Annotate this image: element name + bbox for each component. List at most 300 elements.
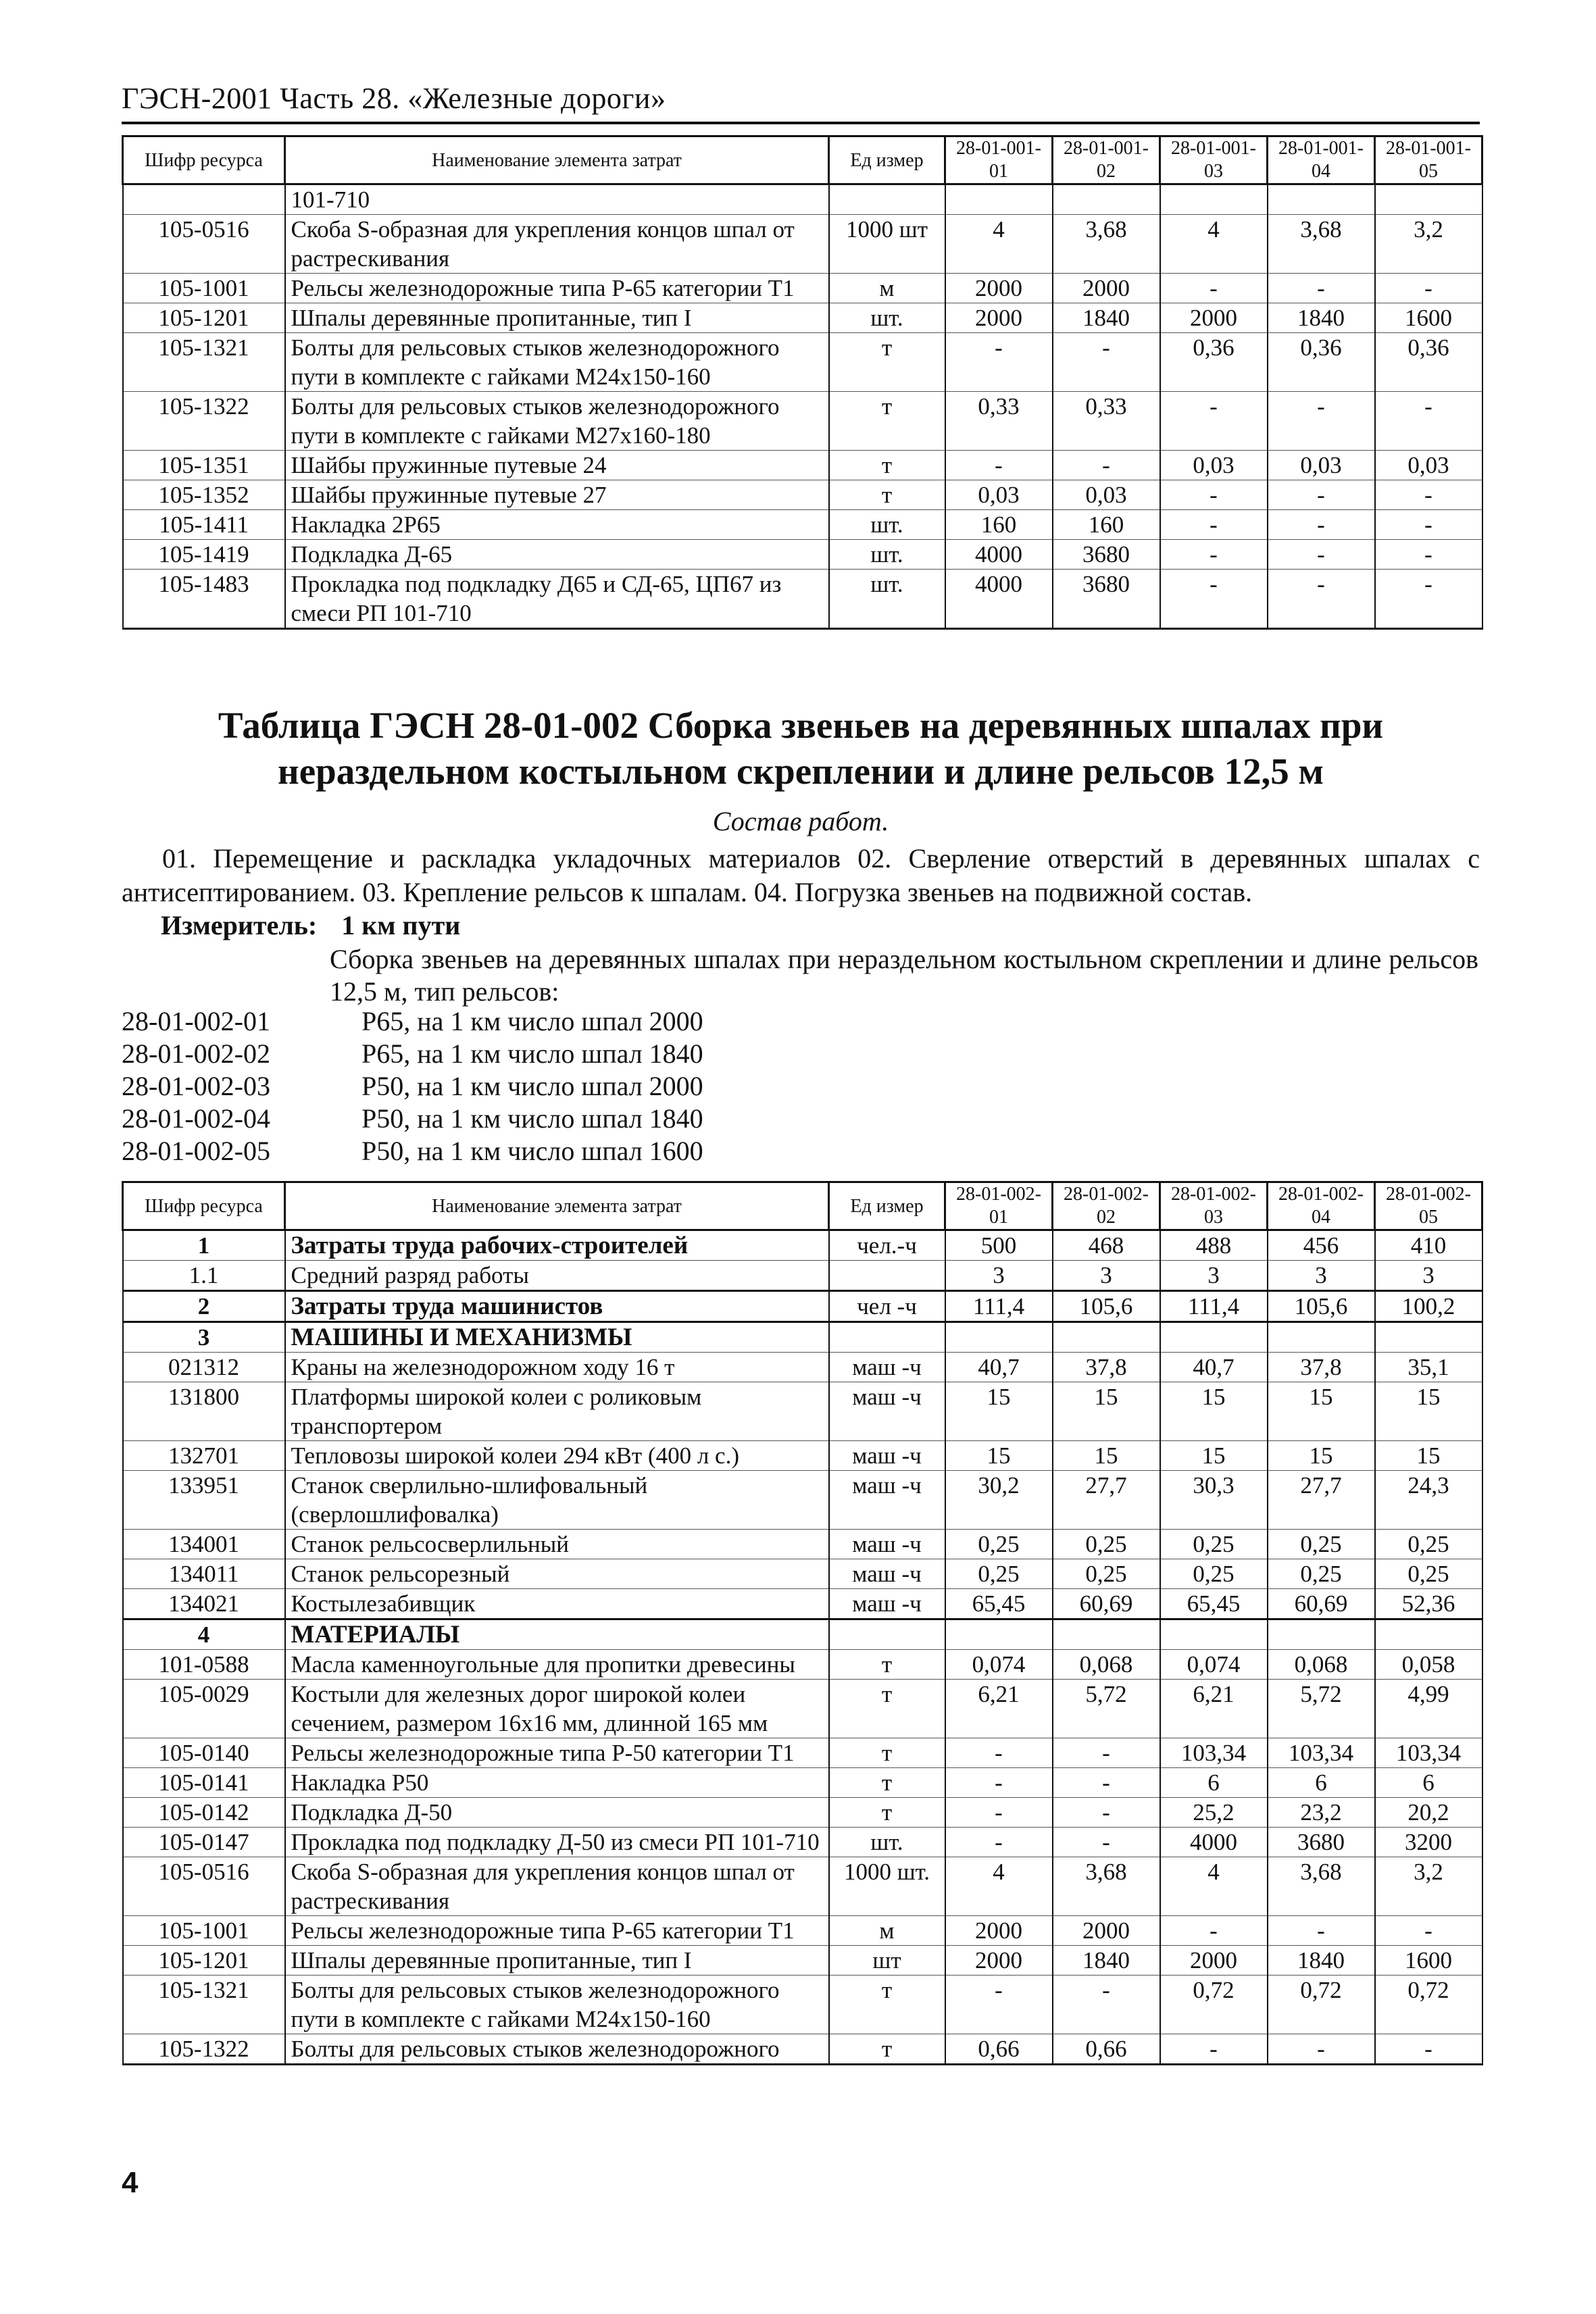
cell-code: 105-0029 [123,1680,285,1738]
table-row [123,510,1482,540]
cell-value: 0,25 [945,1559,1053,1589]
cell-code: 105-1321 [123,333,285,392]
cell-unit: т [829,1976,945,2034]
col-norm-code: 28-01-001-01 [945,136,1053,184]
cell-code: 105-1322 [123,392,285,451]
cell-value: 15 [945,1382,1053,1441]
cell-value: - [1053,333,1160,392]
cell-value [945,1619,1053,1650]
table-row [123,1471,1482,1530]
cell-value: 2000 [945,303,1053,333]
cell-unit: м [829,274,945,303]
cell-name: Станок сверлильно-шлифовальный (сверлошлифовалка) [285,1471,829,1530]
table-row [123,1619,1482,1650]
cell-unit: маш -ч [829,1441,945,1471]
cell-code: 105-1201 [123,303,285,333]
cell-code: 105-0140 [123,1738,285,1768]
cell-value: - [1160,510,1268,540]
table-row [123,1798,1482,1828]
cell-value [1268,184,1375,215]
cell-value: 15 [945,1441,1053,1471]
table-row [123,1322,1482,1353]
table-row [123,451,1482,480]
cell-name: Масла каменноугольные для пропитки древесины [285,1650,829,1680]
cell-value: 3680 [1053,570,1160,629]
cell-name: Рельсы железнодорожные типа Р-65 категории Т1 [285,1916,829,1946]
cell-code: 134021 [123,1589,285,1619]
cell-value: 456 [1268,1230,1375,1261]
col-code-header: Шифр ресурса [123,136,285,184]
cell-value: 4,99 [1375,1680,1482,1738]
cell-unit: 1000 шт [829,215,945,274]
cell-name: Болты для рельсовых стыков железнодорожного пути в комплекте с гайками М27х160-180 [285,392,829,451]
variant-text: Р50, на 1 км число шпал 1600 [361,1136,703,1166]
cell-value: 30,3 [1160,1471,1268,1530]
cell-value: 500 [945,1230,1053,1261]
cell-value [1375,184,1482,215]
cell-unit: т [829,392,945,451]
table-row [123,184,1482,215]
cell-value [1053,184,1160,215]
cell-value: 0,25 [1375,1530,1482,1559]
cell-unit: чел -ч [829,1291,945,1322]
cell-value: 0,03 [1268,451,1375,480]
cell-value: 0,074 [1160,1650,1268,1680]
cell-name: Подкладка Д-50 [285,1798,829,1828]
cell-name: Костылезабивщик [285,1589,829,1619]
table-row [123,1828,1482,1857]
cell-name: Скоба S-образная для укрепления концов шпал от растрескивания [285,1857,829,1916]
cell-value: 3200 [1375,1828,1482,1857]
cell-value: - [945,1738,1053,1768]
cell-name: Накладка 2Р65 [285,510,829,540]
cell-value: 15 [1268,1441,1375,1471]
table-row [123,1946,1482,1976]
table-row [123,274,1482,303]
cell-value: 3,2 [1375,215,1482,274]
table-row [123,215,1482,274]
cell-code: 105-1411 [123,510,285,540]
cell-value: - [1375,274,1482,303]
cell-value: 0,03 [945,480,1053,510]
cell-value: 0,72 [1268,1976,1375,2034]
variant-item [122,1135,703,1167]
cell-name: Накладка Р50 [285,1768,829,1798]
table-row [123,1530,1482,1559]
cell-value: - [1053,1828,1160,1857]
cell-value: 1600 [1375,1946,1482,1976]
cell-value: 0,33 [945,392,1053,451]
col-norm-code: 28-01-001-02 [1053,136,1160,184]
cell-unit: маш -ч [829,1353,945,1382]
cell-value: 15 [1160,1441,1268,1471]
cell-name: Станок рельсосверлильный [285,1530,829,1559]
cell-unit: маш -ч [829,1559,945,1589]
cell-value: 3 [1160,1261,1268,1291]
cell-value: 0,03 [1375,451,1482,480]
cell-value: 1840 [1268,303,1375,333]
cell-value: 1840 [1053,303,1160,333]
table-row [123,1441,1482,1471]
cell-name: Рельсы железнодорожные типа Р-65 категории Т1 [285,274,829,303]
variant-item [122,1005,703,1038]
cell-code: 133951 [123,1471,285,1530]
cell-value: 24,3 [1375,1471,1482,1530]
cell-value: 40,7 [945,1353,1053,1382]
cell-name: 101-710 [285,184,829,215]
cell-unit: шт. [829,570,945,629]
cell-value: 15 [1268,1382,1375,1441]
cell-unit [829,184,945,215]
cell-name: Болты для рельсовых стыков железнодорожного [285,2034,829,2065]
cell-value: 3 [1053,1261,1160,1291]
cell-value: 65,45 [945,1589,1053,1619]
cell-value: - [1160,2034,1268,2065]
cell-value: 5,72 [1268,1680,1375,1738]
col-norm-code: 28-01-001-03 [1160,136,1268,184]
cell-name: Прокладка под подкладку Д-50 из смеси РП 101-710 [285,1828,829,1857]
cell-value: 35,1 [1375,1353,1482,1382]
composition-text: 01. Перемещение и раскладка укладочных материалов 02. Сверление отверстий в деревянных шпалах с антисептированием. 03. Крепление рельсов к шпалам. 04. Погрузка звеньев на подвижной состав. [122,843,1480,907]
cell-value: - [1053,451,1160,480]
cell-code: 105-1001 [123,274,285,303]
cell-code: 101-0588 [123,1650,285,1680]
table-header-row [123,136,1482,184]
col-norm-code: 28-01-002-04 [1268,1182,1375,1230]
cell-value: 0,25 [1160,1559,1268,1589]
table-row [123,1382,1482,1441]
cell-value: - [1160,392,1268,451]
cell-value: 100,2 [1375,1291,1482,1322]
cell-value: 105,6 [1268,1291,1375,1322]
cell-code: 2 [123,1291,285,1322]
cell-name: Болты для рельсовых стыков железнодорожного пути в комплекте с гайками М24х150-160 [285,1976,829,2034]
cell-value: 3,2 [1375,1857,1482,1916]
variant-item [122,1038,703,1070]
cell-name: Болты для рельсовых стыков железнодорожного пути в комплекте с гайками М24х150-160 [285,333,829,392]
cell-unit: шт. [829,303,945,333]
cell-value: - [1375,480,1482,510]
cell-value: - [1375,2034,1482,2065]
cell-code: 105-1001 [123,1916,285,1946]
table-row [123,303,1482,333]
cell-value: - [945,1976,1053,2034]
cell-unit: шт [829,1946,945,1976]
cell-value: - [1268,510,1375,540]
cell-unit: 1000 шт. [829,1857,945,1916]
cell-value: - [945,1828,1053,1857]
cell-value: 488 [1160,1230,1268,1261]
table-title: Таблица ГЭСН 28-01-002 Сборка звеньев на деревянных шпалах при нераздельном костыльном скреплении и длине рельсов 12,5 м [218,705,1384,792]
cell-value: 0,25 [1268,1530,1375,1559]
cell-value: 6 [1375,1768,1482,1798]
cell-value [1053,1619,1160,1650]
cell-code: 132701 [123,1441,285,1471]
cell-value: - [945,1798,1053,1828]
cell-code: 105-1321 [123,1976,285,2034]
cell-value [1160,184,1268,215]
cell-value [1160,1322,1268,1353]
cell-value: 0,25 [1053,1530,1160,1559]
cell-value: 103,34 [1268,1738,1375,1768]
table-header-row [123,1182,1482,1230]
header-rule [122,122,1480,124]
cell-unit: шт. [829,510,945,540]
cell-value: 160 [945,510,1053,540]
table-row [123,540,1482,570]
cell-value: 0,25 [945,1530,1053,1559]
cell-code: 105-0516 [123,1857,285,1916]
table-row [123,1650,1482,1680]
cell-value: - [1268,392,1375,451]
cell-value: 103,34 [1160,1738,1268,1768]
measure-line [161,909,460,941]
cell-name: Прокладка под подкладку Д65 и СД-65, ЦП67 из смеси РП 101-710 [285,570,829,629]
cell-name: Подкладка Д-65 [285,540,829,570]
cell-value: 15 [1053,1382,1160,1441]
cell-value: 52,36 [1375,1589,1482,1619]
cell-value: - [1160,480,1268,510]
cell-code: 105-0147 [123,1828,285,1857]
cell-value: - [945,1768,1053,1798]
variant-item [122,1103,703,1135]
cell-value: 0,25 [1160,1530,1268,1559]
table-row [123,1261,1482,1291]
cell-code: 105-1201 [123,1946,285,1976]
cell-name: Затраты труда машинистов [285,1291,829,1322]
cell-value [1268,1322,1375,1353]
cell-value: - [1375,510,1482,540]
table-row [123,1768,1482,1798]
table-row [123,2034,1482,2065]
cell-value: 2000 [945,274,1053,303]
cell-value: - [1268,570,1375,629]
cell-value: 2000 [1160,1946,1268,1976]
cell-code: 134001 [123,1530,285,1559]
cell-unit: маш -ч [829,1589,945,1619]
cell-value: 2000 [945,1916,1053,1946]
table-row [123,1230,1482,1261]
table-row [123,1916,1482,1946]
table-row [123,1589,1482,1619]
cell-value: 0,068 [1268,1650,1375,1680]
cell-value: 6,21 [1160,1680,1268,1738]
cell-code: 1.1 [123,1261,285,1291]
cell-value: 27,7 [1268,1471,1375,1530]
cell-value: 60,69 [1053,1589,1160,1619]
variant-text: Р50, на 1 км число шпал 1840 [361,1103,703,1134]
variant-code: 28-01-002-01 [122,1006,270,1036]
running-header: ГЭСН-2001 Часть 28. «Железные дороги» [122,82,666,115]
col-norm-code: 28-01-002-02 [1053,1182,1160,1230]
cell-value: 111,4 [945,1291,1053,1322]
col-norm-code: 28-01-002-01 [945,1182,1053,1230]
cell-value: 0,25 [1375,1559,1482,1589]
cell-name: Шпалы деревянные пропитанные, тип I [285,1946,829,1976]
measure-label: Измеритель: [161,910,318,940]
composition-heading: Состав работ. [712,806,889,836]
measure-value: 1 км пути [341,910,461,940]
cell-code: 134011 [123,1559,285,1589]
cell-value: 20,2 [1375,1798,1482,1828]
variant-code: 28-01-002-02 [122,1038,270,1069]
cell-value: 65,45 [1160,1589,1268,1619]
cell-value: 1840 [1268,1946,1375,1976]
cell-code: 105-1483 [123,570,285,629]
resource-table-2 [122,1181,1483,2065]
cell-value: 3,68 [1268,215,1375,274]
cell-unit: маш -ч [829,1530,945,1559]
cell-value [1268,1619,1375,1650]
cell-value: - [1053,1738,1160,1768]
cell-code: 105-1351 [123,451,285,480]
cell-value: 5,72 [1053,1680,1160,1738]
cell-value: 4000 [945,540,1053,570]
cell-value: - [1160,540,1268,570]
cell-name: Платформы широкой колеи с роликовым транспортером [285,1382,829,1441]
col-norm-code: 28-01-001-04 [1268,136,1375,184]
cell-value: 2000 [945,1946,1053,1976]
cell-value: - [1160,1916,1268,1946]
variant-list [122,1005,703,1167]
cell-unit: маш -ч [829,1471,945,1530]
cell-name: Краны на железнодорожном ходу 16 т [285,1353,829,1382]
cell-unit: т [829,333,945,392]
cell-unit: т [829,1738,945,1768]
cell-value: 15 [1160,1382,1268,1441]
cell-value: 3 [1268,1261,1375,1291]
cell-value: 2000 [1053,1916,1160,1946]
cell-unit: т [829,1768,945,1798]
cell-value: 0,36 [1375,333,1482,392]
cell-name: Костыли для железных дорог широкой колеи сечением, размером 16х16 мм, длинной 165 мм [285,1680,829,1738]
cell-code: 021312 [123,1353,285,1382]
variant-code: 28-01-002-04 [122,1103,270,1134]
col-norm-code: 28-01-002-05 [1375,1182,1482,1230]
cell-value: 25,2 [1160,1798,1268,1828]
cell-value: - [1160,570,1268,629]
cell-value: 1600 [1375,303,1482,333]
cell-value: - [945,333,1053,392]
variant-text: Р65, на 1 км число шпал 2000 [361,1006,703,1036]
cell-unit [829,1261,945,1291]
variant-code: 28-01-002-03 [122,1071,270,1101]
col-unit-header: Ед измер [829,1182,945,1230]
cell-value: 3 [1375,1261,1482,1291]
cell-value: 160 [1053,510,1160,540]
cell-value: 15 [1375,1441,1482,1471]
cell-value: - [1268,480,1375,510]
table-row [123,1559,1482,1589]
cell-unit: т [829,480,945,510]
cell-value [1375,1619,1482,1650]
cell-value: - [1268,1916,1375,1946]
cell-unit: т [829,451,945,480]
cell-unit: маш -ч [829,1382,945,1441]
cell-name: МАШИНЫ И МЕХАНИЗМЫ [285,1322,829,1353]
cell-unit: шт. [829,1828,945,1857]
cell-value: 6,21 [945,1680,1053,1738]
cell-name: Средний разряд работы [285,1261,829,1291]
table-row [123,1976,1482,2034]
cell-value: 40,7 [1160,1353,1268,1382]
cell-value: - [1053,1798,1160,1828]
cell-value: 0,25 [1053,1559,1160,1589]
cell-value: 0,03 [1053,480,1160,510]
cell-value: 105,6 [1053,1291,1160,1322]
cell-unit: шт. [829,540,945,570]
cell-code: 105-1352 [123,480,285,510]
resource-table-1 [122,135,1483,630]
cell-unit: т [829,1798,945,1828]
col-norm-code: 28-01-002-03 [1160,1182,1268,1230]
cell-value: 2000 [1053,274,1160,303]
cell-value: 0,03 [1160,451,1268,480]
table-row [123,1353,1482,1382]
cell-name: Рельсы железнодорожные типа Р-50 категории Т1 [285,1738,829,1768]
cell-value: - [945,451,1053,480]
cell-value: - [1053,1976,1160,2034]
cell-value: - [1268,2034,1375,2065]
cell-name: Тепловозы широкой колеи 294 кВт (400 л с.) [285,1441,829,1471]
cell-value [1160,1619,1268,1650]
cell-value: 3680 [1053,540,1160,570]
cell-value: 4000 [945,570,1053,629]
table-row [123,1291,1482,1322]
cell-name: Станок рельсорезный [285,1559,829,1589]
cell-value: 0,25 [1268,1559,1375,1589]
cell-value: - [1160,274,1268,303]
cell-unit: т [829,1680,945,1738]
cell-code: 105-0516 [123,215,285,274]
table-row [123,1738,1482,1768]
cell-code: 131800 [123,1382,285,1441]
cell-value: 37,8 [1268,1353,1375,1382]
cell-value: 27,7 [1053,1471,1160,1530]
col-unit-header: Ед измер [829,136,945,184]
cell-code: 105-1419 [123,540,285,570]
page-number: 4 [122,2166,139,2199]
cell-value: - [1375,540,1482,570]
cell-value: 4000 [1160,1828,1268,1857]
cell-value: 3,68 [1268,1857,1375,1916]
cell-value: - [1268,540,1375,570]
variant-item [122,1070,703,1103]
cell-value: 0,33 [1053,392,1160,451]
cell-name: Шайбы пружинные путевые 24 [285,451,829,480]
cell-value: 0,058 [1375,1650,1482,1680]
cell-value [1375,1322,1482,1353]
cell-unit [829,1619,945,1650]
col-code-header: Шифр ресурса [123,1182,285,1230]
cell-value: 4 [1160,215,1268,274]
variant-text: Р65, на 1 км число шпал 1840 [361,1038,703,1069]
cell-value [945,1322,1053,1353]
cell-name: Шпалы деревянные пропитанные, тип I [285,303,829,333]
cell-unit: т [829,1650,945,1680]
cell-value: 111,4 [1160,1291,1268,1322]
cell-value: 4 [945,215,1053,274]
cell-value: - [1375,1916,1482,1946]
cell-value: 60,69 [1268,1589,1375,1619]
table-row [123,570,1482,629]
cell-value [1053,1322,1160,1353]
cell-value: 3,68 [1053,215,1160,274]
cell-value: 37,8 [1053,1353,1160,1382]
cell-value: 4 [945,1857,1053,1916]
cell-value: 410 [1375,1230,1482,1261]
cell-code [123,184,285,215]
